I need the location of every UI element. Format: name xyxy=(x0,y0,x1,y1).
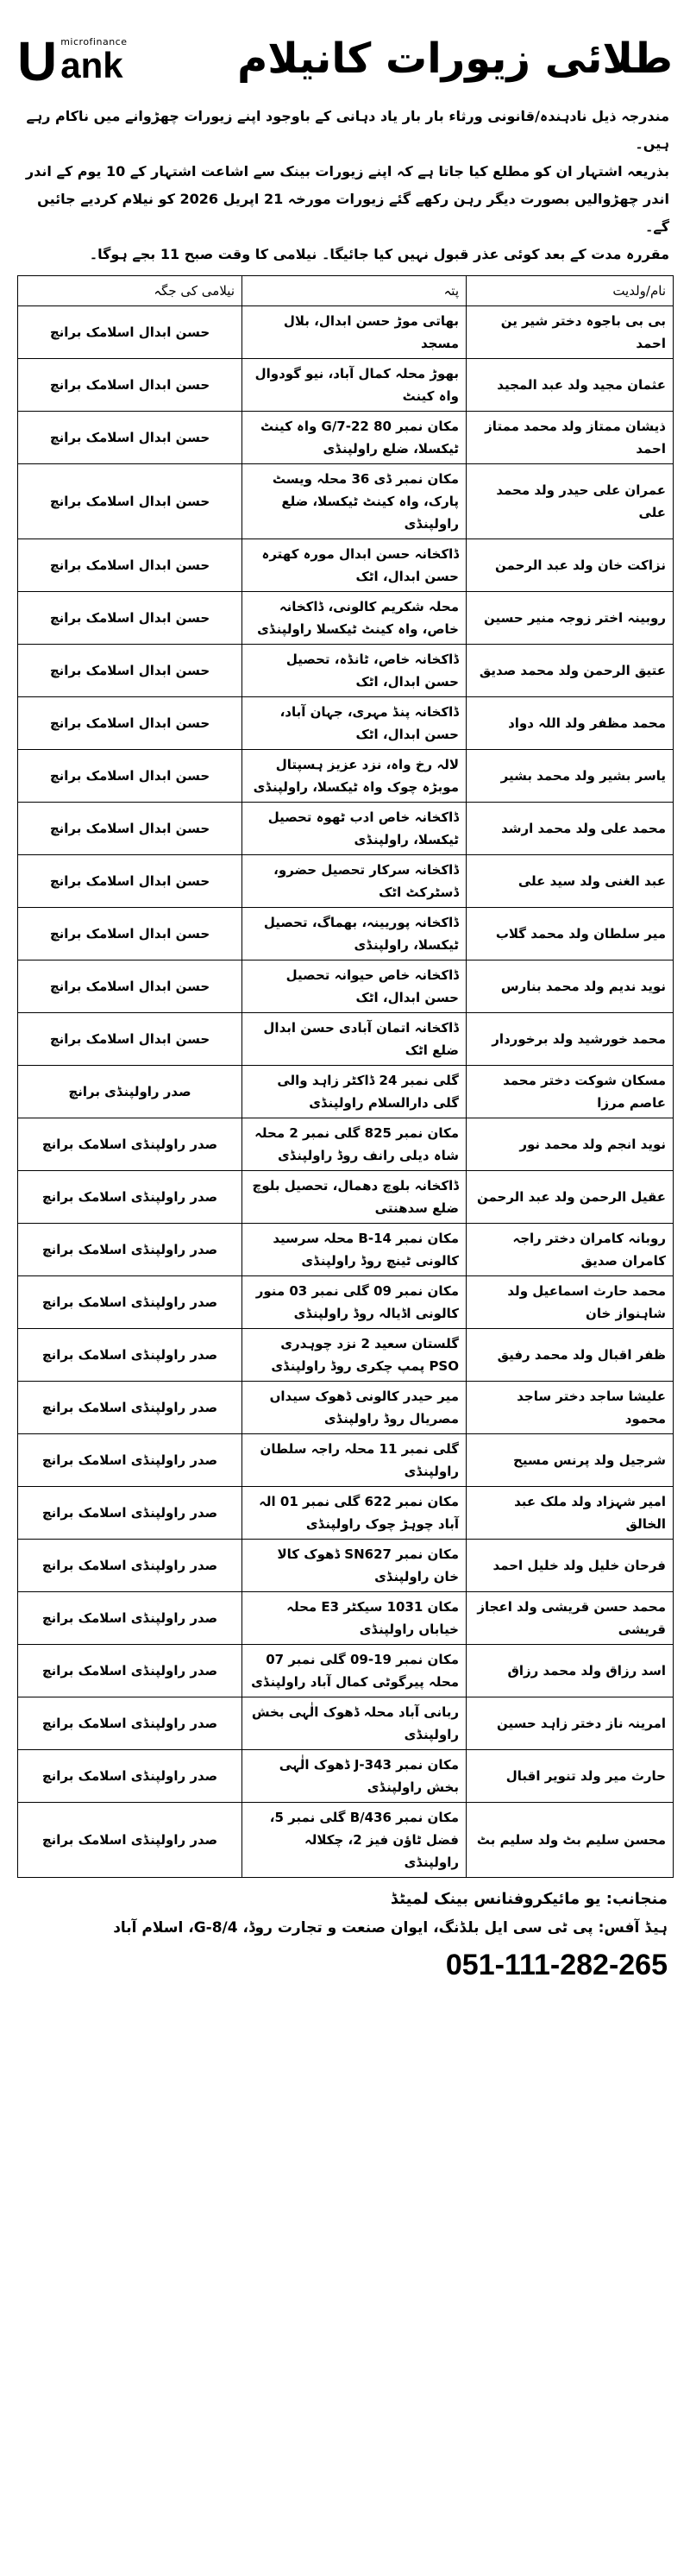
table-row xyxy=(18,645,674,697)
cell-name: محمد حارث اسماعیل ولد شاہنواز خان xyxy=(467,1276,674,1329)
table-row xyxy=(18,750,674,803)
cell-address: گلی نمبر 11 محلہ راجہ سلطان راولپنڈی xyxy=(242,1434,467,1487)
cell-address: محلہ شکریم کالونی، ڈاکخانہ خاص، واہ کینٹ ٹیکسلا راولپنڈی xyxy=(242,592,467,645)
cell-address: مکان نمبر SN627 ڈھوک کالا خان راولپنڈی xyxy=(242,1540,467,1592)
cell-place: حسن ابدال اسلامک برانچ xyxy=(18,1013,242,1066)
table-row xyxy=(18,1276,674,1329)
cell-place: حسن ابدال اسلامک برانچ xyxy=(18,855,242,908)
cell-place: حسن ابدال اسلامک برانچ xyxy=(18,359,242,412)
cell-address: مکان 1031 سیکٹر E3 محلہ خیاباں راولپنڈی xyxy=(242,1592,467,1645)
cell-name: مسکان شوکت دختر محمد عاصم مرزا xyxy=(467,1066,674,1118)
cell-address: گلی نمبر 24 ڈاکٹر زاہد والی گلی دارالسلام راولپنڈی xyxy=(242,1066,467,1118)
cell-place: صدر راولپنڈی اسلامک برانچ xyxy=(18,1118,242,1171)
cell-address: ڈاکخانہ پوریینہ، بھماگ، تحصیل ٹیکسلا، راولپنڈی xyxy=(242,908,467,960)
cell-name: عقیل الرحمن ولد عبد الرحمن xyxy=(467,1171,674,1224)
table-row xyxy=(18,697,674,750)
cell-address: مکان نمبر 80 G/7-22 واہ کینٹ ٹیکسلا، ضلع راولپنڈی xyxy=(242,412,467,464)
cell-address: مکان نمبر 436/B گلی نمبر 5، فضل ٹاؤن فیز 2، چکلالہ راولپنڈی xyxy=(242,1803,467,1878)
table-row xyxy=(18,1697,674,1750)
cell-name: شرجیل ولد پرنس مسیح xyxy=(467,1434,674,1487)
cell-place: حسن ابدال اسلامک برانچ xyxy=(18,539,242,592)
cell-name: ذیشان ممتاز ولد محمد ممتاز احمد xyxy=(467,412,674,464)
cell-place: حسن ابدال اسلامک برانچ xyxy=(18,464,242,539)
page-title: طلائی زیورات کانیلام xyxy=(237,34,673,83)
cell-address: ڈاکخانہ پنڈ مہری، جہان آباد، حسن ابدال، اٹک xyxy=(242,697,467,750)
cell-address: مکان نمبر B-14 محلہ سرسید کالونی ٹینچ روڈ راولپنڈی xyxy=(242,1224,467,1276)
intro-line: مندرجہ ذیل نادہندہ/قانونی ورثاء بار بار یاد دہانی کے باوجود اپنے زیورات چھڑوانے میں ناکام رہے ہیں۔ xyxy=(26,108,669,152)
cell-name: میر سلطان ولد محمد گلاب xyxy=(467,908,674,960)
cell-address: میر حیدر کالونی ڈھوک سیداں مصریال روڈ راولپنڈی xyxy=(242,1382,467,1434)
cell-place: صدر راولپنڈی برانچ xyxy=(18,1066,242,1118)
cell-name: یاسر بشیر ولد محمد بشیر xyxy=(467,750,674,803)
cell-address: مکان نمبر 19-09 گلی نمبر 07 محلہ پیرگوٹی کمال آباد راولپنڈی xyxy=(242,1645,467,1697)
cell-address: مکان نمبر J-343 ڈھوک الٰہی بخش راولپنڈی xyxy=(242,1750,467,1803)
cell-address: ڈاکخانہ خاص ادب ٹھوہ تحصیل ٹیکسلا، راولپنڈی xyxy=(242,803,467,855)
table-row xyxy=(18,1487,674,1540)
table-row xyxy=(18,1592,674,1645)
table-row xyxy=(18,412,674,464)
cell-address: ڈاکخانہ خاص، ٹانڈہ، تحصیل حسن ابدال، اٹک xyxy=(242,645,467,697)
cell-address: ربانی آباد محلہ ڈھوک الٰہی بخش راولپنڈی xyxy=(242,1697,467,1750)
cell-place: حسن ابدال اسلامک برانچ xyxy=(18,697,242,750)
table-row xyxy=(18,1803,674,1878)
cell-name: فرحان خلیل ولد خلیل احمد xyxy=(467,1540,674,1592)
cell-place: حسن ابدال اسلامک برانچ xyxy=(18,592,242,645)
cell-address: ڈاکخانہ خاص حیوانہ تحصیل حسن ابدال، اٹک xyxy=(242,960,467,1013)
table-row xyxy=(18,359,674,412)
cell-place: صدر راولپنڈی اسلامک برانچ xyxy=(18,1171,242,1224)
head-office-address: ہیڈ آفس: پی ٹی سی ایل بلڈنگ، ایوان صنعت و تجارت روڈ، G-8/4، اسلام آباد xyxy=(113,1919,668,1937)
cell-name: ظفر اقبال ولد محمد رفیق xyxy=(467,1329,674,1382)
table-row xyxy=(18,464,674,539)
cell-name: نوید ندیم ولد محمد بنارس xyxy=(467,960,674,1013)
cell-place: حسن ابدال اسلامک برانچ xyxy=(18,908,242,960)
cell-name: روبینہ اختر زوجہ منیر حسین xyxy=(467,592,674,645)
cell-address: ڈاکخانہ بلوچ دھمال، تحصیل بلوچ ضلع سدھنتی xyxy=(242,1171,467,1224)
cell-address: مکان نمبر 09 گلی نمبر 03 منور کالونی اڈیالہ روڈ راولپنڈی xyxy=(242,1276,467,1329)
table-header-row xyxy=(18,276,674,306)
cell-name: عبد الغنی ولد سید علی xyxy=(467,855,674,908)
intro-line: بذریعہ اشتہار ان کو مطلع کیا جاتا ہے کہ اپنے زیورات بینک سے اشاعت اشتہار کے 10 یوم کے اندر اندر چھڑوالیں بصورت دیگر رہن رکھے گئے زیورات مورخہ 21 اپریل 2026 کو نیلام کردیے جائیں گے۔ xyxy=(25,163,669,235)
issuer: منجانب: یو مائیکروفنانس بینک لمیٹڈ xyxy=(390,1890,668,1908)
table-row xyxy=(18,1066,674,1118)
table-row xyxy=(18,1329,674,1382)
cell-name: عتیق الرحمن ولد محمد صدیق xyxy=(467,645,674,697)
table-row xyxy=(18,306,674,359)
table-row xyxy=(18,1540,674,1592)
cell-name: عمران علی حیدر ولد محمد علی xyxy=(467,464,674,539)
cell-name: محسن سلیم بٹ ولد سلیم بٹ xyxy=(467,1803,674,1878)
table-row xyxy=(18,1171,674,1224)
cell-name: نزاکت خان ولد عبد الرحمن xyxy=(467,539,674,592)
notice-page xyxy=(17,17,673,1982)
cell-name: علیشا ساجد دختر ساجد محمود xyxy=(467,1382,674,1434)
cell-address: لالہ رخ واہ، نزد عزیز ہسپتال موبڑہ چوک واہ ٹیکسلا، راولپنڈی xyxy=(242,750,467,803)
auction-table xyxy=(17,275,674,1878)
cell-name: اسد رزاق ولد محمد رزاق xyxy=(467,1645,674,1697)
cell-name: عثمان مجید ولد عبد المجید xyxy=(467,359,674,412)
cell-place: صدر راولپنڈی اسلامک برانچ xyxy=(18,1803,242,1878)
cell-name: محمد خورشید ولد برخوردار xyxy=(467,1013,674,1066)
table-row xyxy=(18,855,674,908)
cell-place: حسن ابدال اسلامک برانچ xyxy=(18,960,242,1013)
table-row xyxy=(18,908,674,960)
table-row xyxy=(18,1645,674,1697)
cell-address: ڈاکخانہ حسن ابدال مورہ کھترہ حسن ابدال، اٹک xyxy=(242,539,467,592)
cell-name: روبانہ کامران دختر راجہ کامران صدیق xyxy=(467,1224,674,1276)
cell-place: صدر راولپنڈی اسلامک برانچ xyxy=(18,1329,242,1382)
cell-name: محمد حسن قریشی ولد اعجاز قریشی xyxy=(467,1592,674,1645)
intro-line: مقررہ مدت کے بعد کوئی عذر قبول نہیں کیا جائیگا۔ نیلامی کا وقت صبح 11 بجے ہوگا۔ xyxy=(89,246,669,262)
table-row xyxy=(18,803,674,855)
table-row xyxy=(18,539,674,592)
header-place: نیلامی کی جگہ xyxy=(18,276,242,306)
cell-address: ڈاکخانہ سرکار تحصیل حضرو، ڈسٹرکٹ اٹک xyxy=(242,855,467,908)
cell-name: محمد مظفر ولد اللہ دواد xyxy=(467,697,674,750)
cell-place: صدر راولپنڈی اسلامک برانچ xyxy=(18,1224,242,1276)
cell-address: بھوڑ محلہ کمال آباد، نیو گودوال واہ کینٹ xyxy=(242,359,467,412)
cell-place: صدر راولپنڈی اسلامک برانچ xyxy=(18,1750,242,1803)
cell-name: محمد علی ولد محمد ارشد xyxy=(467,803,674,855)
intro-text xyxy=(17,99,673,275)
table-row xyxy=(18,592,674,645)
table-row xyxy=(18,1224,674,1276)
cell-address: ڈاکخانہ اتمان آبادی حسن ابدال ضلع اٹک xyxy=(242,1013,467,1066)
cell-address: بھاتی موڑ حسن ابدال، بلال مسجد xyxy=(242,306,467,359)
table-row xyxy=(18,1013,674,1066)
cell-address: مکان نمبر ڈی 36 محلہ ویسٹ پارک، واہ کینٹ ٹیکسلا، ضلع راولپنڈی xyxy=(242,464,467,539)
cell-place: صدر راولپنڈی اسلامک برانچ xyxy=(18,1382,242,1434)
cell-name: بی بی باجوہ دختر شیر ین احمد xyxy=(467,306,674,359)
cell-place: حسن ابدال اسلامک برانچ xyxy=(18,645,242,697)
header xyxy=(17,17,673,99)
table-row xyxy=(18,1750,674,1803)
logo-subtitle: microfinance xyxy=(60,35,128,47)
cell-address: مکان نمبر 825 گلی نمبر 2 محلہ شاہ دیلی رانف روڈ راولپنڈی xyxy=(242,1118,467,1171)
cell-place: صدر راولپنڈی اسلامک برانچ xyxy=(18,1645,242,1697)
cell-place: حسن ابدال اسلامک برانچ xyxy=(18,803,242,855)
cell-name: نوید انجم ولد محمد نور xyxy=(467,1118,674,1171)
cell-place: صدر راولپنڈی اسلامک برانچ xyxy=(18,1697,242,1750)
logo-letter: U xyxy=(17,29,58,92)
bank-logo xyxy=(17,28,216,92)
cell-place: صدر راولپنڈی اسلامک برانچ xyxy=(18,1434,242,1487)
cell-name: حارث میر ولد تنویر اقبال xyxy=(467,1750,674,1803)
cell-place: صدر راولپنڈی اسلامک برانچ xyxy=(18,1592,242,1645)
cell-place: حسن ابدال اسلامک برانچ xyxy=(18,412,242,464)
cell-place: صدر راولپنڈی اسلامک برانچ xyxy=(18,1487,242,1540)
cell-place: صدر راولپنڈی اسلامک برانچ xyxy=(18,1276,242,1329)
table-row xyxy=(18,960,674,1013)
cell-address: مکان نمبر 622 گلی نمبر 01 الہ آباد چوہڑ چوک راولپنڈی xyxy=(242,1487,467,1540)
cell-place: صدر راولپنڈی اسلامک برانچ xyxy=(18,1540,242,1592)
table-row xyxy=(18,1382,674,1434)
phone-number: 051-111-282-265 xyxy=(445,1949,668,1981)
header-address: پتہ xyxy=(242,276,467,306)
cell-place: حسن ابدال اسلامک برانچ xyxy=(18,750,242,803)
cell-address: گلستان سعید 2 نزد چوہدری PSO پمپ چکری روڈ راولپنڈی xyxy=(242,1329,467,1382)
table-row xyxy=(18,1118,674,1171)
logo-word: ank xyxy=(60,44,123,85)
table-row xyxy=(18,1434,674,1487)
header-name: نام/ولدیت xyxy=(467,276,674,306)
cell-place: حسن ابدال اسلامک برانچ xyxy=(18,306,242,359)
cell-name: امرینہ ناز دختر زاہد حسین xyxy=(467,1697,674,1750)
footer xyxy=(17,1878,673,1982)
cell-name: امیر شہزاد ولد ملک عبد الخالق xyxy=(467,1487,674,1540)
